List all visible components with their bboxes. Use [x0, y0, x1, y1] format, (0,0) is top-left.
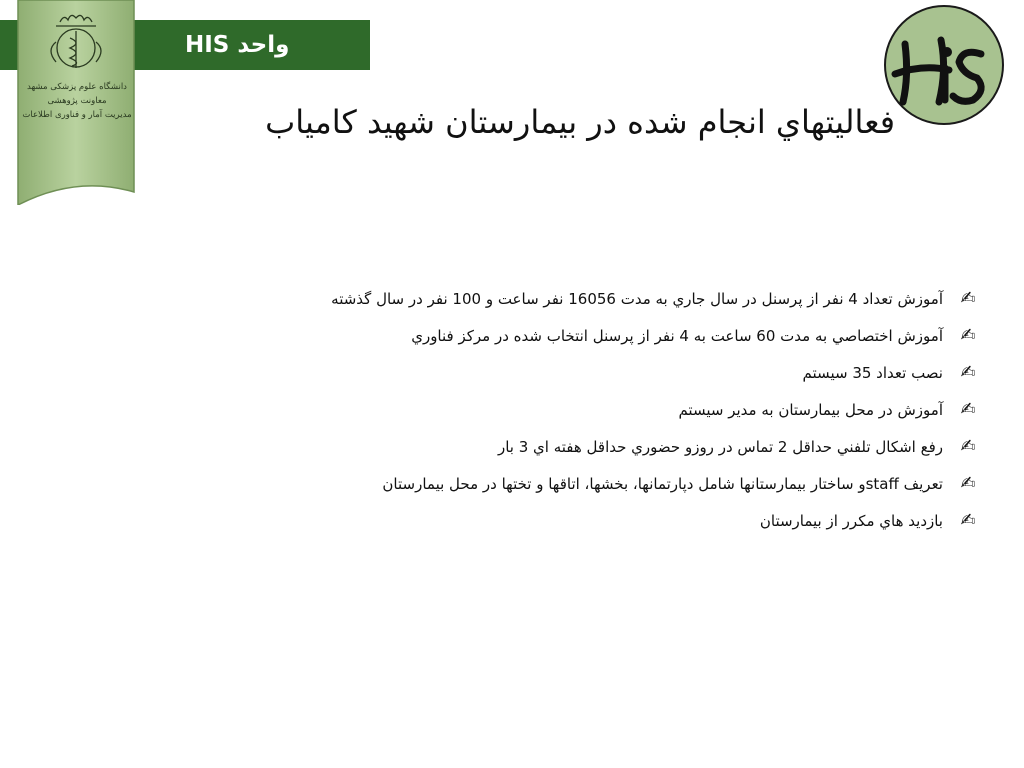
bullet-text: آموزش تعداد 4 نفر از پرسنل در سال جاري به مدت 16056 نفر ساعت و 100 نفر در سال گذشته [331, 290, 943, 308]
list-item [220, 282, 985, 319]
list-item [220, 393, 985, 430]
panel-line: مدیریت آمار و فناوری اطلاعات [22, 110, 132, 120]
list-item [220, 356, 985, 393]
bullet-text: بازديد هاي مكرر از بيمارستان [759, 512, 943, 530]
bullet-text: نصب تعداد 35 سيستم [802, 364, 943, 382]
writing-hand-icon: ✍ [960, 362, 976, 383]
list-item [220, 319, 985, 356]
bullet-text: آموزش در محل بيمارستان به مدير سيستم [678, 401, 943, 419]
writing-hand-icon: ✍ [960, 288, 976, 309]
list-item [220, 467, 985, 504]
university-name [22, 80, 132, 122]
list-item [220, 430, 985, 467]
bullet-text: تعریف staffو ساختار بیمارستانها شامل دپارتمانها، بخشها، اتاقها و تختها در محل بیمارستان [382, 475, 943, 493]
writing-hand-icon: ✍ [960, 473, 976, 494]
panel-line: دانشگاه علوم پزشکی مشهد [27, 82, 127, 92]
writing-hand-icon: ✍ [960, 436, 976, 457]
panel-line: معاونت پژوهشی [47, 96, 107, 106]
his-logo [883, 4, 1005, 126]
bullet-text: رفع اشكال تلفني حداقل 2 تماس در روزو حضوري حداقل هفته اي 3 بار [497, 438, 943, 456]
writing-hand-icon: ✍ [960, 399, 976, 420]
list-item [220, 504, 985, 541]
bullet-list [220, 282, 985, 541]
writing-hand-icon: ✍ [960, 325, 976, 346]
banner-label: واحد HIS [185, 32, 290, 58]
writing-hand-icon: ✍ [960, 510, 976, 531]
slide-title: فعاليتهاي انجام شده در بيمارستان شهيد كامياب [265, 103, 895, 141]
bullet-text: آموزش اختصاصي به مدت 60 ساعت به 4 نفر از پرسنل انتخاب شده در مركز فناوري [411, 327, 943, 345]
